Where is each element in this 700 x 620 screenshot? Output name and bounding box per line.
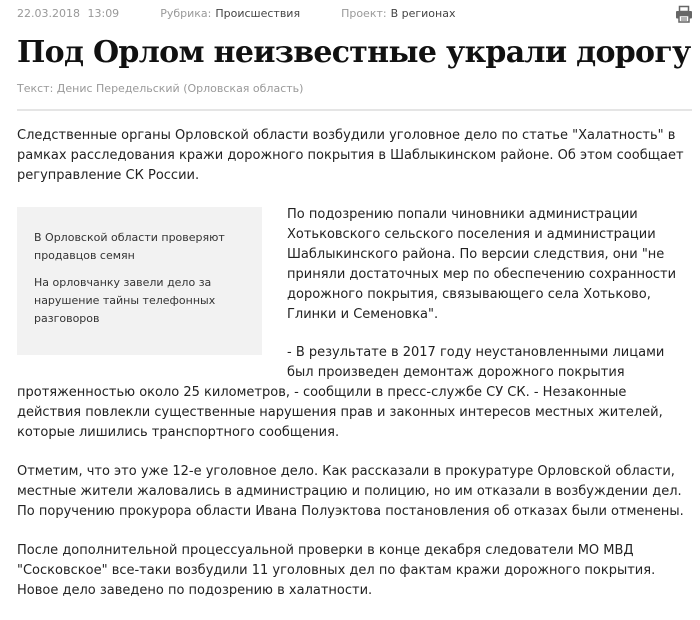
publish-time: 13:09 <box>87 7 120 20</box>
article-meta <box>17 7 660 20</box>
paragraph: Отметим, что это уже 12-е уголовное дело. Как рассказали в прокуратуре Орловской области, местные жители жаловались в администрацию и полицию, но им отказали в возбуждении дел. По поручению прокурора области Ивана Полуэктова постановления об отказах были отменены. <box>17 464 684 519</box>
project-label: Проект: <box>341 7 387 20</box>
paragraph: По подозрению попали чиновники администрации Хотьковского сельского поселения и администрации Шаблыкинского района. По версии следствия, они "не приняли достаточных мер по обеспечению сохранности дорожного покрытия, связывающего села Хотьково, Глинки и Семеновка". <box>287 207 677 322</box>
project-link[interactable]: В регионах <box>390 7 456 20</box>
publish-date: 22.03.2018 <box>17 7 80 20</box>
related-article-link[interactable]: В Орловской области проверяют продавцов семян <box>34 231 225 262</box>
print-icon[interactable] <box>675 5 693 23</box>
rubric-link[interactable]: Происшествия <box>215 7 301 20</box>
article-author: Текст: Денис Передельский (Орловская область) <box>17 82 304 95</box>
paragraph: После дополнительной процессуальной проверки в конце декабря следователи МО МВД "Сосковское" все-таки возбудили 11 уголовных дел по фактам кражи дорожного покрытия. Новое дело заведено по подозрению в халатности. <box>17 543 656 598</box>
divider <box>17 109 692 111</box>
related-article-link[interactable]: На орловчанку завели дело за нарушение тайны телефонных разговоров <box>34 276 216 325</box>
related-articles <box>17 207 262 355</box>
rubric-label: Рубрика: <box>160 7 212 20</box>
paragraph: - В результате в 2017 году неустановленными лицами был произведен демонтаж дорожного покрытия протяженностью около 25 километров, - сообщили в пресс-службе СУ СК. - Незаконные действия повлекли существенные нарушения прав и законных интересов местных жителей, которые лишились транспортного сообщения. <box>17 345 665 440</box>
article-body <box>17 126 693 620</box>
article-title: Под Орлом неизвестные украли дорогу <box>17 35 691 70</box>
paragraph: Следственные органы Орловской области возбудили уголовное дело по статье "Халатность" в рамках расследования кражи дорожного покрытия в Шаблыкинском районе. Об этом сообщает регуправление СК России. <box>17 128 684 183</box>
